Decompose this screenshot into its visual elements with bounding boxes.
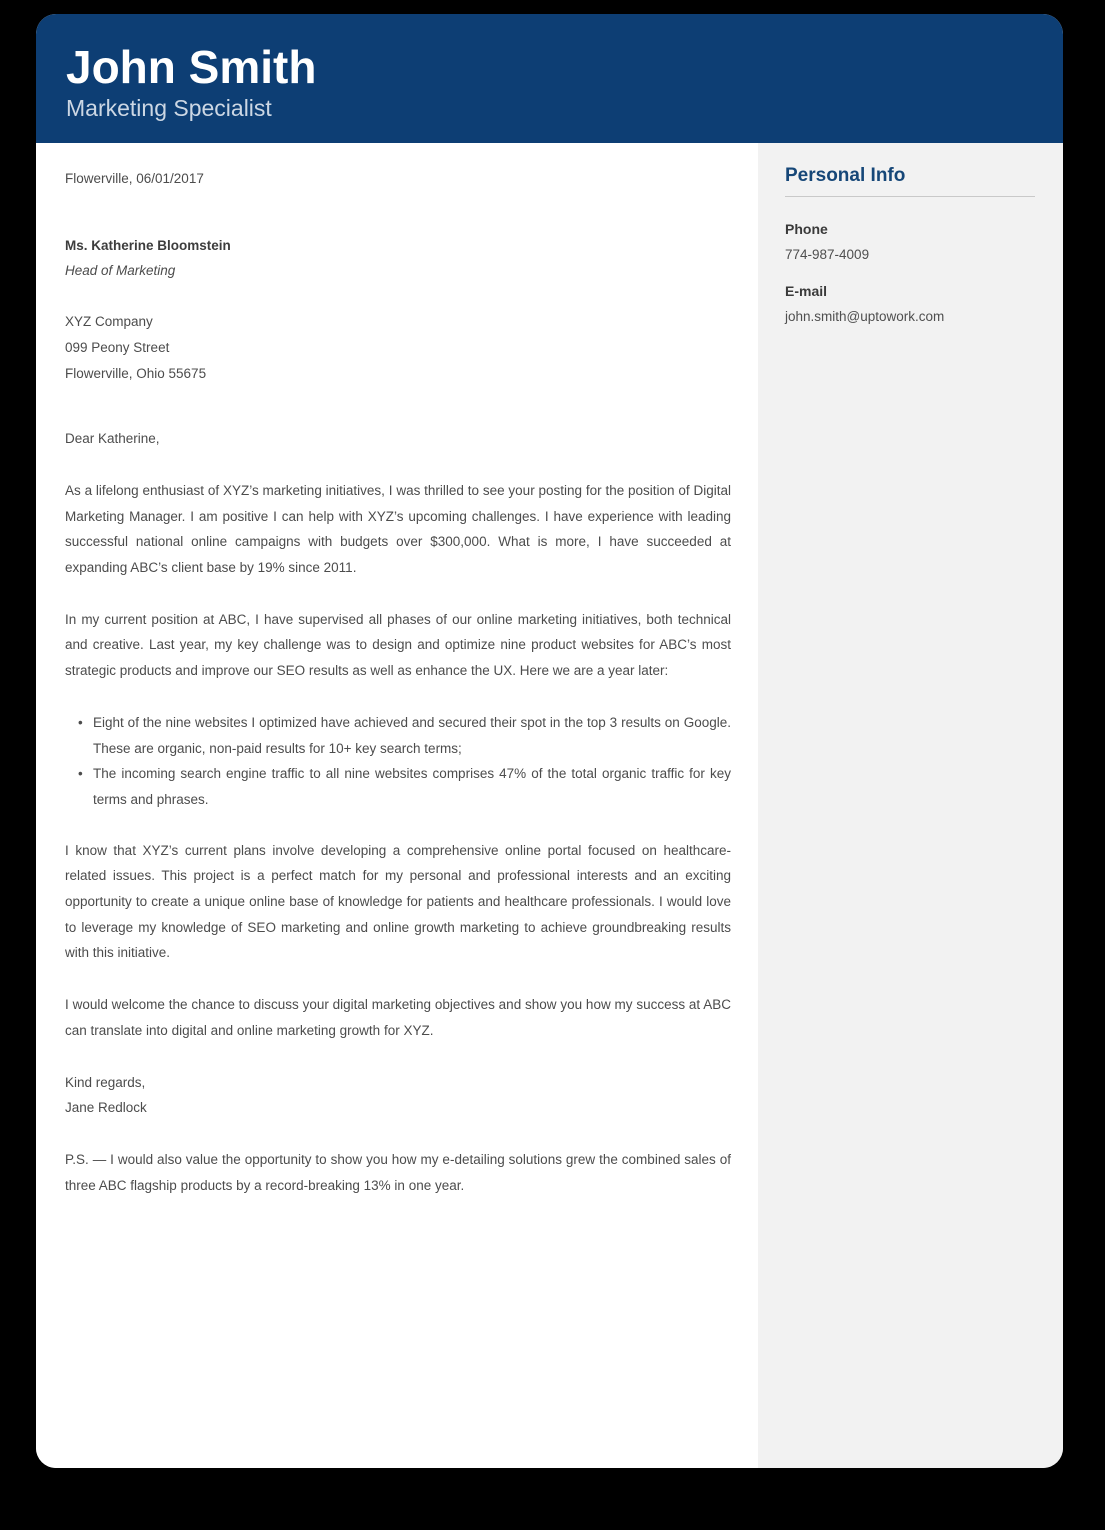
letter-paragraph-2: In my current position at ABC, I have supervised all phases of our online marketing initiatives, both technical and creative. Last year, my key challenge was to design and optimize nine product websites for ABC’s most strategic products and improve our SEO results as well as enhance the UX. Here we are a year later: — [65, 611, 731, 679]
email-field — [785, 278, 1035, 330]
applicant-job-title: Marketing Specialist — [66, 95, 272, 121]
phone-field — [785, 216, 1035, 268]
achievement-list — [65, 710, 731, 813]
company-name: XYZ Company — [65, 314, 153, 330]
phone-value: 774-987-4009 — [785, 247, 870, 262]
recipient-title: Head of Marketing — [65, 263, 176, 279]
signoff-regards: Kind regards, — [65, 1074, 146, 1090]
letter-paragraph-4: I would welcome the chance to discuss your digital marketing objectives and show you how my success at ABC can translate into digital and online marketing growth for XYZ. — [65, 997, 731, 1038]
company-street: 099 Peony Street — [65, 339, 170, 355]
achievement-item: • The incoming search engine traffic to all nine websites comprises 47% of the total organic traffic for key terms and phrases. — [93, 761, 731, 812]
document-header — [36, 14, 1063, 143]
email-value: john.smith@uptowork.com — [785, 309, 945, 324]
letter-column — [36, 143, 758, 1468]
cover-letter-document — [36, 14, 1063, 1468]
achievement-item: • Eight of the nine websites I optimized have achieved and secured their spot in the top 3 results on Google. These are organic, non-paid results for 10+ key search terms; — [93, 710, 731, 761]
signoff-block — [65, 1070, 731, 1121]
recipient-name: Ms. Katherine Bloomstein — [65, 237, 231, 253]
personal-info-sidebar — [758, 143, 1063, 1468]
sidebar-title: Personal Info — [785, 165, 1035, 197]
company-address-block — [65, 309, 731, 386]
letter-paragraph-3: I know that XYZ’s current plans involve developing a comprehensive online portal focused on healthcare-related issues. This project is a perfect match for my personal and professional interests and an exciting opportunity to create a unique online base of knowledge for patients and healthcare professionals. I would love to leverage my knowledge of SEO marketing and online growth marketing to achieve groundbreaking results with this initiative. — [65, 842, 731, 961]
letter-paragraph-1: As a lifelong enthusiast of XYZ’s marketing initiatives, I was thrilled to see your posting for the position of Digital Marketing Manager. I am positive I can help with XYZ’s upcoming challenges. I have experience with leading successful national online campaigns with budgets over $300,000. What is more, I have succeeded at expanding ABC’s client base by 19% since 2011. — [65, 482, 731, 576]
document-body — [36, 143, 1063, 1468]
date-line: Flowerville, 06/01/2017 — [65, 171, 204, 186]
company-city: Flowerville, Ohio 55675 — [65, 365, 207, 381]
postscript: P.S. — I would also value the opportunity to show you how my e-detailing solutions grew the combined sales of three ABC flagship products by a record-breaking 13% in one year. — [65, 1151, 731, 1193]
phone-label: Phone — [785, 221, 828, 237]
email-label: E-mail — [785, 283, 828, 299]
signoff-name: Jane Redlock — [65, 1100, 147, 1116]
applicant-name: John Smith — [66, 41, 317, 93]
salutation: Dear Katherine, — [65, 431, 160, 447]
recipient-block — [65, 233, 731, 284]
